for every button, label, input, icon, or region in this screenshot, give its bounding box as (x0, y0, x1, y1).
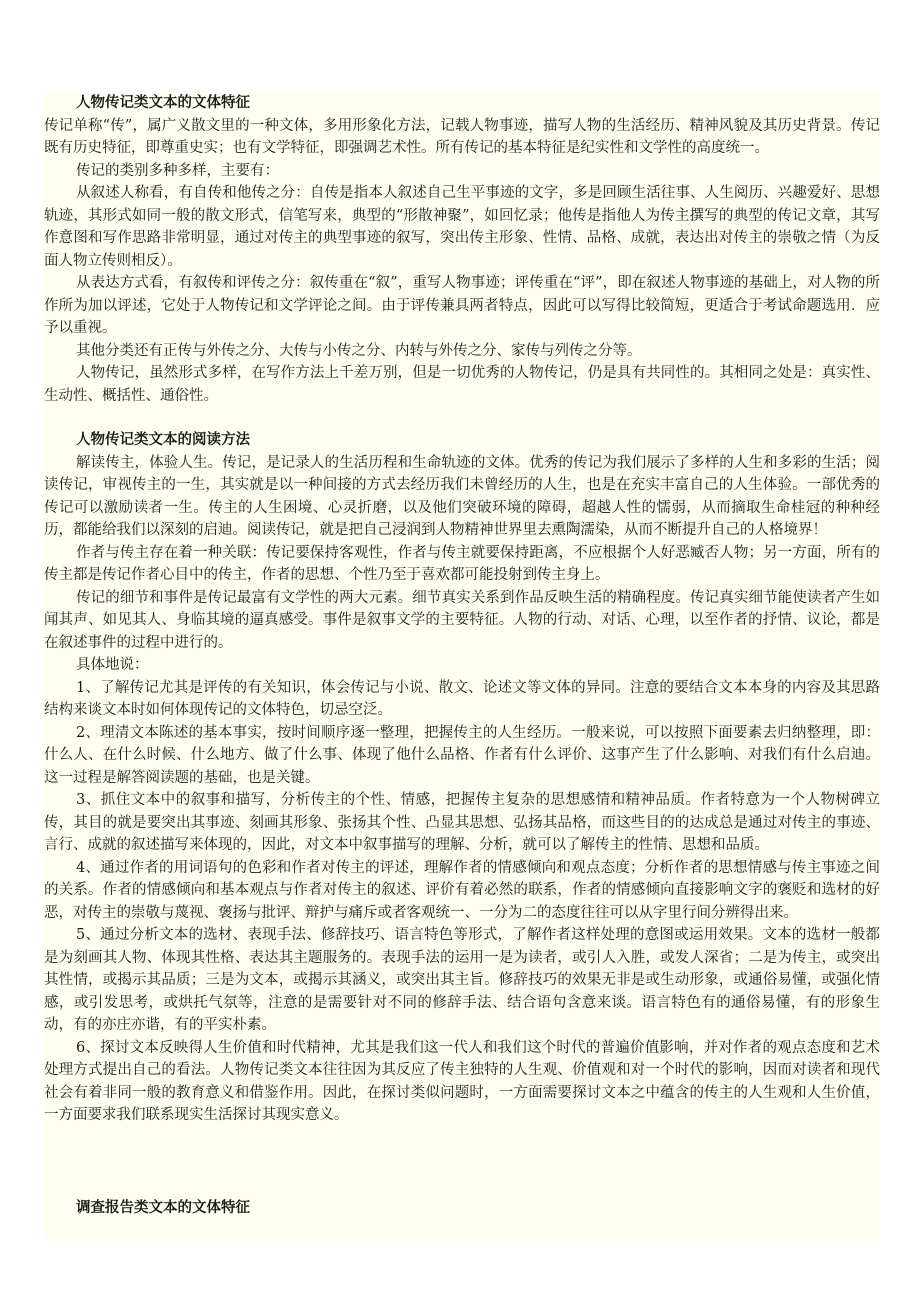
paragraph: 1、了解传记尤其是评传的有关知识，体会传记与小说、散文、论述文等文体的异同。注意的要结合文本本身的内容及其思路结构来谈文本时如何体现传记的文体特色，切忌空泛。 (44, 679, 880, 718)
paragraph: 人物传记，虽然形式多样，在写作方法上千差万别，但是一切优秀的人物传记，仍是具有共同性的。其相同之处是：真实性、生动性、概括性、通俗性。 (44, 365, 880, 404)
section-spacer (44, 1127, 880, 1197)
paragraph: 其他分类还有正传与外传之分、大传与小传之分、内转与外传之分、家传与列传之分等。 (76, 342, 642, 359)
paragraph: 从叙述人称看，有自传和他传之分：自传是指本人叙述自己生平事迹的文字，多是回顾生活往事、人生阅历、兴趣爱好、思想轨迹，其形式如同一般的散文形式，信笔写来，典型的“形散神聚”，如回忆录；他传是指他人为传主撰写的典型的传记文章，其写作意图和写作思路非常明显，通过对传主的典型事迹的叙写，突出传主形象、性情、品格、成就，表达出对传主的崇敬之情（为反面人物立传则相反）。 (44, 185, 880, 269)
section-biography-reading (44, 429, 880, 1127)
paragraph: 传记的细节和事件是传记最富有文学性的两大元素。细节真实关系到作品反映生活的精确程度。传记真实细节能使读者产生如闻其声、如见其人、身临其境的逼真感受。事件是叙事文学的主要特征。人物的行动、对话、心理，以至作者的抒情、议论，都是在叙述事件的过程中进行的。 (44, 589, 880, 651)
paragraph: 4、通过作者的用词语句的色彩和作者对传主的评述，理解作者的情感倾向和观点态度；分析作者的思想情感与传主事迹之间的关系。作者的情感倾向和基本观点与作者对传主的叙述、评价有着必然的联系，作者的情感倾向直接影响文字的褒贬和选材的好恶，对传主的崇敬与蔑视、褒扬与批评、辩护与痛斥或者客观统一、一分为二的态度往往可以从字里行间分辨得出来。 (44, 859, 880, 921)
paragraph: 3、抓住文本中的叙事和描写，分析传主的个性、情感，把握传主复杂的思想感情和精神品质。作者特意为一个人物树碑立传，其目的就是要突出其事迹、刻画其形象、张扬其个性、凸显其思想、弘扬其品格，而这些目的的达成总是通过对传主的事迹、言行、成就的叙述描写来体现的，因此，对文本中叙事描写的理解、分析，就可以了解传主的性情、思想和品质。 (44, 792, 880, 853)
section-biography-features (44, 92, 880, 407)
document-page (44, 92, 880, 1242)
paragraph: 5、通过分析文本的选材、表现手法、修辞技巧、语言特色等形式，了解作者这样处理的意图或运用效果。文本的选材一般都是为刻画其人物、体现其性格、表达其主题服务的。表现手法的运用一是为读者，或引人入胜，或发人深省；二是为传主，或突出其性情，或揭示其品质；三是为文本，或揭示其涵义，或突出其主旨。修辞技巧的效果无非是或生动形象，或通俗易懂，或强化情感，或引发思考，或烘托气氛等，注意的是需要针对不同的修辞手法、结合语句含意来谈。语言特色有的通俗易懂，有的形象生动，有的亦庄亦谐，有的平实朴素。 (44, 927, 880, 1033)
paragraph: 作者与传主存在着一种关联：传记要保持客观性，作者与传主就要保持距离，不应根据个人好恶臧否人物；另一方面，所有的传主都是传记作者心目中的传主，作者的思想、个性乃至于喜欢都可能投射到传主身上。 (44, 544, 880, 583)
paragraph: 从表达方式看，有叙传和评传之分：叙传重在“叙”，重写人物事迹；评传重在“评”，即在叙述人物事迹的基础上，对人物的所作所为加以评述，它处于人物传记和文学评论之间。由于评传兼具两者特点，因此可以写得比较简短，更适合于考试命题选用．应予以重视。 (44, 275, 880, 336)
paragraph: 2、理清文本陈述的基本事实，按时间顺序逐一整理，把握传主的人生经历。一般来说，可以按照下面要素去归纳整理，即：什么人、在什么时候、什么地方、做了什么事、体现了他什么品格、作者有什么评价、这事产生了什么影响、对我们有什么启迪。这一过程是解答阅读题的基础，也是关键。 (44, 724, 880, 786)
paragraph: 6、探讨文本反映得人生价值和时代精神，尤其是我们这一代人和我们这个时代的普遍价值影响，并对作者的观点态度和艺术处理方式提出自己的看法。人物传记类文本往往因为其反应了传主独特的人生观、价值观和对一个时代的影响，因而对读者和现代社会有着非同一般的教育意义和借鉴作用。因此，在探讨类似问题时，一方面需要探讨文本之中蕴含的传主的人生观和人生价值，一方面要求我们联系现实生活探讨其现实意义。 (44, 1039, 880, 1123)
section-heading: 调查报告类文本的文体特征 (76, 1198, 250, 1216)
paragraph: 解读传主，体验人生。传记，是记录人的生活历程和生命轨迹的文体。优秀的传记为我们展示了多样的人生和多彩的生活；阅读传记，审视传主的一生，其实就是以一种间接的方式去经历我们未曾经历的人生，也是在充实丰富自己的人生体验。一部优秀的传记可以激励读者一生。传主的人生困境、心灵折磨，以及他们突破环境的障碍，超越人性的懦弱，从而摘取生命桂冠的种种经历，都能给我们以深刻的启迪。阅读传记，就是把自己浸润到人物精神世界里去熏陶濡染，从而不断提升自己的人格境界！ (44, 454, 880, 538)
section-heading: 人物传记类文本的阅读方法 (76, 431, 250, 448)
section-heading: 人物传记类文本的文体特征 (76, 94, 250, 111)
paragraph: 具体地说： (76, 657, 149, 673)
section-report-features (44, 1197, 880, 1220)
paragraph: 传记单称“传”，属广义散文里的一种文体，多用形象化方法，记载人物事迹，描写人物的生活经历、精神风貌及其历史背景。传记既有历史特征，即尊重史实；也有文学特征，即强调艺术性。所有传记的基本特征是纪实性和文学性的高度统一。 (44, 117, 880, 156)
paragraph: 传记的类别多种多样，主要有： (76, 162, 279, 179)
section-spacer (44, 407, 880, 429)
